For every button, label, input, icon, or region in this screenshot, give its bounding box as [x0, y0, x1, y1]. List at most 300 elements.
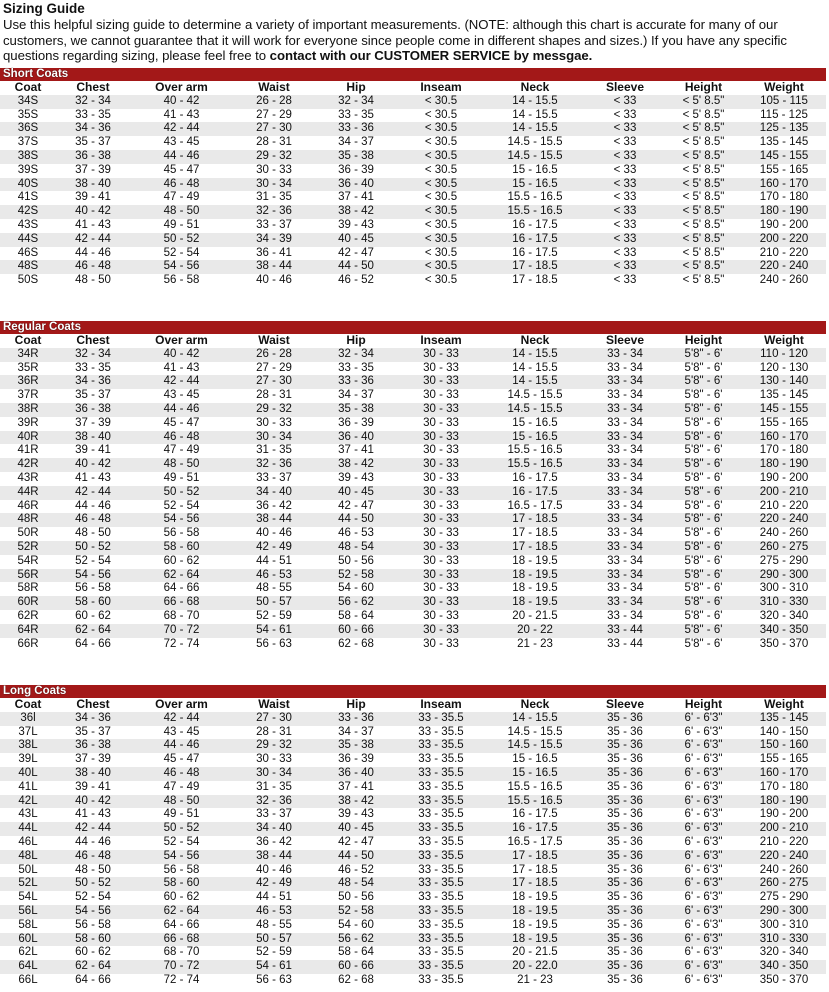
table-cell: 15 - 16.5: [485, 767, 585, 781]
table-cell: 14.5 - 15.5: [485, 389, 585, 403]
table-cell: 33 - 34: [585, 527, 665, 541]
table-cell: 33 - 34: [585, 486, 665, 500]
table-cell: 27 - 29: [233, 362, 315, 376]
table-cell: 39 - 43: [315, 219, 397, 233]
column-header: Waist: [258, 697, 290, 711]
table-cell: 30 - 33: [397, 348, 485, 362]
column-header: Height: [684, 80, 723, 94]
table-cell: 33 - 34: [585, 389, 665, 403]
table-cell: 33 - 34: [585, 458, 665, 472]
table-cell: 42 - 44: [56, 233, 130, 247]
table-cell: 210 - 220: [742, 836, 826, 850]
table-cell: 60 - 62: [130, 555, 233, 569]
table-cell: 40 - 42: [56, 795, 130, 809]
table-cell: 135 - 145: [742, 389, 826, 403]
table-cell: 52 - 59: [233, 610, 315, 624]
table-cell: 35 - 36: [585, 739, 665, 753]
table-cell: 40R: [0, 431, 56, 445]
table-cell: 45 - 47: [130, 417, 233, 431]
table-cell: 30 - 33: [397, 610, 485, 624]
table-cell: 14 - 15.5: [485, 712, 585, 726]
column-header: Chest: [76, 333, 110, 347]
table-cell: 33 - 35.5: [397, 767, 485, 781]
table-cell: 6' - 6'3": [665, 877, 742, 891]
table-cell: 64L: [0, 960, 56, 974]
table-cell: 33 - 35.5: [397, 850, 485, 864]
table-cell: 320 - 340: [742, 610, 826, 624]
section-banner: Regular Coats: [0, 321, 826, 334]
table-cell: 5'8" - 6': [665, 624, 742, 638]
table-cell: 36 - 38: [56, 739, 130, 753]
table-cell: 44 - 46: [130, 150, 233, 164]
table-cell: 6' - 6'3": [665, 946, 742, 960]
table-cell: 190 - 200: [742, 219, 826, 233]
table-cell: 50L: [0, 864, 56, 878]
table-cell: 56 - 62: [315, 933, 397, 947]
table-cell: 46 - 48: [56, 513, 130, 527]
table-cell: 52 - 54: [130, 836, 233, 850]
table-cell: 180 - 190: [742, 795, 826, 809]
table-cell: 18 - 19.5: [485, 891, 585, 905]
table-cell: < 33: [585, 274, 665, 288]
table-row: [0, 500, 826, 514]
column-header: Neck: [520, 80, 550, 94]
table-row: [0, 781, 826, 795]
table-cell: 36 - 38: [56, 150, 130, 164]
table-cell: 6' - 6'3": [665, 836, 742, 850]
table-row: [0, 527, 826, 541]
header-row: [0, 81, 826, 95]
column-header: Over arm: [155, 333, 208, 347]
table-cell: 33 - 35.5: [397, 808, 485, 822]
table-cell: 300 - 310: [742, 582, 826, 596]
table-cell: 30 - 33: [233, 164, 315, 178]
table-cell: 44R: [0, 486, 56, 500]
table-cell: < 5' 8.5": [665, 122, 742, 136]
table-cell: 64 - 66: [130, 919, 233, 933]
table-cell: 40 - 46: [233, 274, 315, 288]
table-row: [0, 247, 826, 261]
table-cell: 33 - 37: [233, 808, 315, 822]
table-cell: 48 - 50: [56, 527, 130, 541]
table-cell: 16 - 17.5: [485, 472, 585, 486]
table-cell: 48L: [0, 850, 56, 864]
table-cell: < 5' 8.5": [665, 136, 742, 150]
table-cell: 35S: [0, 109, 56, 123]
table-cell: 180 - 190: [742, 458, 826, 472]
table-cell: 21 - 23: [485, 638, 585, 652]
table-cell: 38 - 44: [233, 260, 315, 274]
table-cell: 15 - 16.5: [485, 753, 585, 767]
table-cell: 34 - 39: [233, 233, 315, 247]
table-cell: 17 - 18.5: [485, 877, 585, 891]
table-row: [0, 638, 826, 652]
table-row: [0, 233, 826, 247]
table-cell: 27 - 29: [233, 109, 315, 123]
table-cell: 5'8" - 6': [665, 610, 742, 624]
table-cell: 5'8" - 6': [665, 486, 742, 500]
table-cell: 33 - 35.5: [397, 946, 485, 960]
table-cell: 39 - 43: [315, 472, 397, 486]
table-cell: 62R: [0, 610, 56, 624]
table-cell: 20 - 22.0: [485, 960, 585, 974]
table-cell: 39 - 41: [56, 781, 130, 795]
table-cell: 33 - 36: [315, 712, 397, 726]
table-cell: 52 - 54: [130, 247, 233, 261]
table-cell: 33 - 35: [315, 362, 397, 376]
table-cell: 34 - 37: [315, 389, 397, 403]
table-cell: 18 - 19.5: [485, 905, 585, 919]
table-cell: 30 - 33: [397, 362, 485, 376]
table-cell: 5'8" - 6': [665, 582, 742, 596]
table-cell: < 33: [585, 109, 665, 123]
table-cell: 36 - 41: [233, 247, 315, 261]
table-cell: 39R: [0, 417, 56, 431]
table-cell: 42 - 44: [130, 375, 233, 389]
table-row: [0, 960, 826, 974]
table-cell: 50R: [0, 527, 56, 541]
table-row: [0, 555, 826, 569]
table-cell: 46 - 48: [130, 767, 233, 781]
table-row: [0, 150, 826, 164]
table-cell: 33 - 35.5: [397, 974, 485, 988]
table-cell: 350 - 370: [742, 974, 826, 988]
table-cell: 170 - 180: [742, 444, 826, 458]
table-cell: 6' - 6'3": [665, 960, 742, 974]
table-cell: 35 - 38: [315, 403, 397, 417]
column-header: Weight: [764, 697, 804, 711]
table-cell: 50 - 56: [315, 555, 397, 569]
table-cell: 56 - 63: [233, 638, 315, 652]
table-cell: 35 - 36: [585, 850, 665, 864]
table-cell: 30 - 33: [397, 582, 485, 596]
table-cell: 30 - 33: [397, 389, 485, 403]
table-cell: 35 - 36: [585, 753, 665, 767]
table-cell: 43L: [0, 808, 56, 822]
table-cell: 30 - 33: [397, 417, 485, 431]
table-cell: 45 - 47: [130, 753, 233, 767]
table-cell: 34 - 40: [233, 822, 315, 836]
table-cell: 50 - 57: [233, 596, 315, 610]
regular-coats-section: [0, 321, 826, 651]
table-row: [0, 348, 826, 362]
table-cell: 160 - 170: [742, 767, 826, 781]
table-cell: 38 - 42: [315, 205, 397, 219]
table-cell: 44 - 50: [315, 260, 397, 274]
table-cell: 340 - 350: [742, 624, 826, 638]
table-cell: 340 - 350: [742, 960, 826, 974]
short-coats-table: [0, 81, 826, 288]
column-header: Inseam: [420, 333, 462, 347]
table-cell: < 5' 8.5": [665, 178, 742, 192]
table-row: [0, 739, 826, 753]
table-cell: 42 - 47: [315, 836, 397, 850]
table-cell: 130 - 140: [742, 375, 826, 389]
table-row: [0, 822, 826, 836]
table-cell: 5'8" - 6': [665, 500, 742, 514]
table-cell: 16 - 17.5: [485, 822, 585, 836]
table-cell: 34 - 36: [56, 122, 130, 136]
table-cell: 16 - 17.5: [485, 219, 585, 233]
table-cell: 33 - 44: [585, 638, 665, 652]
table-cell: 49 - 51: [130, 808, 233, 822]
table-cell: 29 - 32: [233, 739, 315, 753]
table-row: [0, 767, 826, 781]
table-cell: 54 - 60: [315, 919, 397, 933]
table-cell: 60 - 66: [315, 624, 397, 638]
table-cell: 300 - 310: [742, 919, 826, 933]
table-cell: 62 - 64: [130, 569, 233, 583]
table-cell: 6' - 6'3": [665, 850, 742, 864]
table-cell: 33 - 35.5: [397, 877, 485, 891]
table-cell: 32 - 34: [56, 348, 130, 362]
table-cell: 16 - 17.5: [485, 247, 585, 261]
table-cell: 33 - 34: [585, 444, 665, 458]
table-cell: 34S: [0, 95, 56, 109]
table-cell: 35 - 36: [585, 919, 665, 933]
table-cell: 30 - 33: [397, 403, 485, 417]
table-cell: 54 - 56: [56, 569, 130, 583]
table-cell: 54 - 56: [130, 513, 233, 527]
table-cell: 43 - 45: [130, 726, 233, 740]
table-cell: 38L: [0, 739, 56, 753]
table-cell: 32 - 34: [56, 95, 130, 109]
table-cell: 36 - 39: [315, 417, 397, 431]
table-cell: 36 - 42: [233, 500, 315, 514]
table-cell: < 30.5: [397, 205, 485, 219]
table-cell: 34 - 40: [233, 486, 315, 500]
table-cell: 66 - 68: [130, 596, 233, 610]
table-cell: 210 - 220: [742, 500, 826, 514]
table-cell: 5'8" - 6': [665, 472, 742, 486]
table-cell: 35 - 36: [585, 781, 665, 795]
table-cell: 36 - 39: [315, 164, 397, 178]
table-cell: 33 - 35: [56, 362, 130, 376]
table-cell: 6' - 6'3": [665, 933, 742, 947]
table-cell: 33 - 34: [585, 500, 665, 514]
column-header: Height: [684, 333, 723, 347]
table-cell: 28 - 31: [233, 136, 315, 150]
table-cell: 44L: [0, 822, 56, 836]
table-cell: 26 - 28: [233, 348, 315, 362]
table-cell: 33 - 35.5: [397, 836, 485, 850]
table-cell: 33 - 37: [233, 219, 315, 233]
table-cell: 33 - 35.5: [397, 905, 485, 919]
table-cell: < 30.5: [397, 274, 485, 288]
table-row: [0, 417, 826, 431]
table-cell: 68 - 70: [130, 946, 233, 960]
table-cell: 66L: [0, 974, 56, 988]
table-cell: 33 - 35.5: [397, 919, 485, 933]
table-cell: 41L: [0, 781, 56, 795]
table-cell: 17 - 18.5: [485, 527, 585, 541]
table-cell: 48 - 55: [233, 582, 315, 596]
table-cell: 44S: [0, 233, 56, 247]
table-cell: 120 - 130: [742, 362, 826, 376]
table-cell: 33 - 34: [585, 596, 665, 610]
table-cell: 42 - 47: [315, 247, 397, 261]
table-cell: < 33: [585, 260, 665, 274]
table-cell: 26 - 28: [233, 95, 315, 109]
table-row: [0, 122, 826, 136]
table-cell: 38R: [0, 403, 56, 417]
table-cell: 110 - 120: [742, 348, 826, 362]
table-cell: < 5' 8.5": [665, 205, 742, 219]
table-cell: 35 - 36: [585, 712, 665, 726]
table-cell: 56 - 58: [130, 527, 233, 541]
table-cell: 50S: [0, 274, 56, 288]
table-cell: 30 - 34: [233, 431, 315, 445]
table-cell: 32 - 36: [233, 458, 315, 472]
table-cell: 6' - 6'3": [665, 795, 742, 809]
table-cell: 54 - 56: [130, 850, 233, 864]
table-cell: 16 - 17.5: [485, 808, 585, 822]
table-cell: < 30.5: [397, 233, 485, 247]
table-cell: 48 - 50: [56, 274, 130, 288]
table-cell: 54 - 56: [130, 260, 233, 274]
table-cell: 14 - 15.5: [485, 348, 585, 362]
table-cell: 260 - 275: [742, 877, 826, 891]
table-cell: 155 - 165: [742, 164, 826, 178]
table-cell: 220 - 240: [742, 260, 826, 274]
table-cell: 6' - 6'3": [665, 781, 742, 795]
table-cell: < 30.5: [397, 247, 485, 261]
table-cell: 15.5 - 16.5: [485, 191, 585, 205]
table-cell: 33 - 34: [585, 431, 665, 445]
table-cell: 31 - 35: [233, 444, 315, 458]
table-cell: 44 - 50: [315, 513, 397, 527]
table-cell: 17 - 18.5: [485, 850, 585, 864]
table-cell: 34R: [0, 348, 56, 362]
table-cell: 33 - 34: [585, 541, 665, 555]
table-row: [0, 624, 826, 638]
header-row: [0, 698, 826, 712]
table-cell: 48 - 54: [315, 541, 397, 555]
table-cell: 42 - 49: [233, 877, 315, 891]
table-cell: < 30.5: [397, 191, 485, 205]
table-cell: 46 - 53: [233, 905, 315, 919]
table-cell: 33 - 35: [315, 109, 397, 123]
table-cell: 35R: [0, 362, 56, 376]
table-cell: 48 - 50: [130, 205, 233, 219]
table-cell: 33 - 34: [585, 513, 665, 527]
table-cell: 34 - 37: [315, 726, 397, 740]
table-cell: 30 - 33: [397, 555, 485, 569]
table-cell: 60R: [0, 596, 56, 610]
table-cell: 46 - 53: [233, 569, 315, 583]
table-row: [0, 486, 826, 500]
table-cell: 38 - 40: [56, 431, 130, 445]
table-cell: 30 - 33: [397, 486, 485, 500]
table-cell: 44 - 46: [56, 836, 130, 850]
table-cell: 18 - 19.5: [485, 933, 585, 947]
table-cell: < 33: [585, 191, 665, 205]
table-cell: 52 - 54: [130, 500, 233, 514]
table-cell: 42L: [0, 795, 56, 809]
table-cell: 41R: [0, 444, 56, 458]
long-coats-table: [0, 698, 826, 988]
table-cell: 18 - 19.5: [485, 555, 585, 569]
table-cell: 37 - 41: [315, 444, 397, 458]
table-cell: 33 - 35.5: [397, 781, 485, 795]
table-cell: 42R: [0, 458, 56, 472]
table-cell: 190 - 200: [742, 808, 826, 822]
table-cell: 52 - 59: [233, 946, 315, 960]
table-cell: < 5' 8.5": [665, 191, 742, 205]
table-row: [0, 389, 826, 403]
table-row: [0, 610, 826, 624]
table-cell: 27 - 30: [233, 122, 315, 136]
table-cell: < 30.5: [397, 164, 485, 178]
intro-text: Use this helpful sizing guide to determine a variety of important measurements. (NOTE: although this chart is accurate for many of our customers, we cannot guarantee that it will work for everyone since people come in different shapes and sizes.) If you have any specific questions regarding sizing, please feel free to: [3, 17, 787, 63]
table-row: [0, 178, 826, 192]
table-row: [0, 795, 826, 809]
header-row: [0, 334, 826, 348]
table-cell: 5'8" - 6': [665, 348, 742, 362]
table-cell: 37 - 39: [56, 753, 130, 767]
table-cell: 6' - 6'3": [665, 905, 742, 919]
table-cell: 30 - 34: [233, 178, 315, 192]
table-cell: 29 - 32: [233, 150, 315, 164]
table-cell: 47 - 49: [130, 444, 233, 458]
table-cell: 17 - 18.5: [485, 541, 585, 555]
table-cell: 38 - 44: [233, 850, 315, 864]
table-cell: 200 - 210: [742, 822, 826, 836]
table-cell: 6' - 6'3": [665, 739, 742, 753]
table-cell: 14.5 - 15.5: [485, 403, 585, 417]
table-cell: < 5' 8.5": [665, 164, 742, 178]
table-cell: 33 - 34: [585, 375, 665, 389]
table-cell: 320 - 340: [742, 946, 826, 960]
column-header: Weight: [764, 80, 804, 94]
table-cell: 45 - 47: [130, 164, 233, 178]
table-cell: 50 - 52: [56, 877, 130, 891]
table-cell: 54 - 61: [233, 960, 315, 974]
table-cell: 240 - 260: [742, 864, 826, 878]
table-cell: 39L: [0, 753, 56, 767]
table-cell: 15.5 - 16.5: [485, 795, 585, 809]
table-cell: 36 - 38: [56, 403, 130, 417]
table-cell: 56 - 58: [130, 864, 233, 878]
table-cell: 50 - 52: [56, 541, 130, 555]
table-cell: 30 - 33: [397, 541, 485, 555]
table-row: [0, 905, 826, 919]
table-cell: 240 - 260: [742, 274, 826, 288]
table-cell: 6' - 6'3": [665, 974, 742, 988]
table-cell: 35 - 36: [585, 795, 665, 809]
table-cell: 33 - 34: [585, 348, 665, 362]
table-row: [0, 596, 826, 610]
table-cell: 5'8" - 6': [665, 375, 742, 389]
table-row: [0, 864, 826, 878]
table-cell: < 30.5: [397, 260, 485, 274]
table-cell: 43 - 45: [130, 389, 233, 403]
table-cell: 33 - 37: [233, 472, 315, 486]
table-cell: 36l: [0, 712, 56, 726]
table-cell: 35 - 36: [585, 933, 665, 947]
table-row: [0, 260, 826, 274]
table-cell: < 33: [585, 136, 665, 150]
table-cell: 190 - 200: [742, 472, 826, 486]
table-cell: 220 - 240: [742, 850, 826, 864]
table-row: [0, 836, 826, 850]
table-cell: 37R: [0, 389, 56, 403]
table-cell: 105 - 115: [742, 95, 826, 109]
table-cell: 155 - 165: [742, 417, 826, 431]
table-cell: 125 - 135: [742, 122, 826, 136]
table-cell: 56 - 63: [233, 974, 315, 988]
table-cell: 15 - 16.5: [485, 178, 585, 192]
